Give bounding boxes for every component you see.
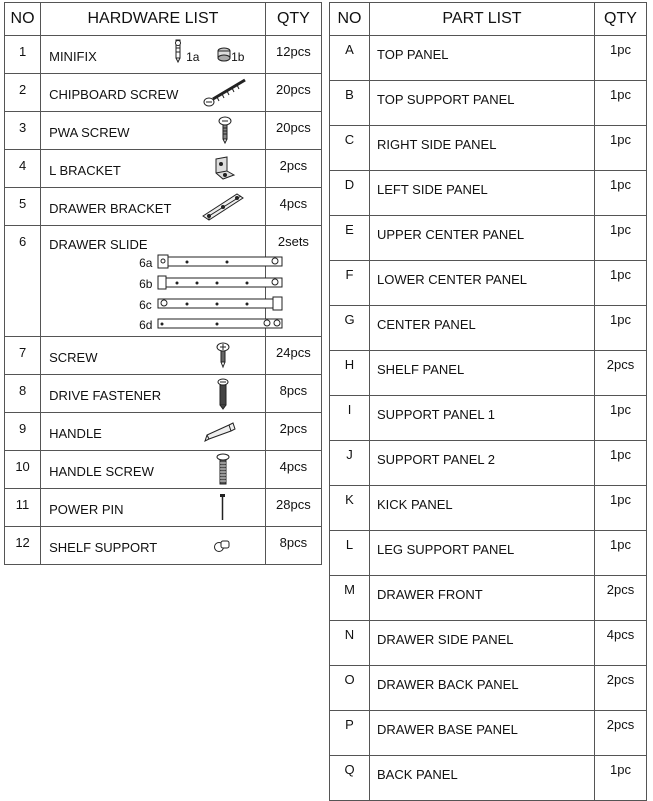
hardware-qty: 20pcs — [265, 112, 321, 150]
drawer-slide-6d-icon — [157, 316, 285, 332]
handle-screw-icon — [216, 453, 230, 487]
hardware-name: PWA SCREW — [49, 125, 130, 140]
drawer-slide-6b-icon — [157, 275, 285, 291]
part-name: DRAWER BASE PANEL — [370, 711, 595, 756]
part-qty: 1pc — [595, 396, 647, 441]
hardware-row — [5, 527, 322, 565]
hardware-name: DRAWER SLIDE — [49, 237, 148, 252]
slide-6c-label: 6c — [139, 298, 152, 312]
hardware-name: POWER PIN — [49, 502, 124, 517]
pwa-screw-icon — [217, 116, 233, 144]
part-name: DRAWER FRONT — [370, 576, 595, 621]
part-name: RIGHT SIDE PANEL — [370, 126, 595, 171]
part-qty-header: QTY — [595, 3, 647, 36]
part-no: H — [330, 351, 370, 396]
part-name-header: PART LIST — [370, 3, 595, 36]
l-bracket-icon — [213, 155, 237, 181]
part-no: C — [330, 126, 370, 171]
part-row — [330, 306, 647, 351]
hardware-no: 1 — [5, 36, 41, 74]
hardware-header-row — [5, 3, 322, 36]
part-no: Q — [330, 756, 370, 801]
part-qty: 1pc — [595, 126, 647, 171]
part-no: F — [330, 261, 370, 306]
part-no: J — [330, 441, 370, 486]
minifix-bolt-icon — [173, 40, 183, 64]
hardware-name: HANDLE — [49, 426, 102, 441]
hardware-no: 3 — [5, 112, 41, 150]
part-row — [330, 81, 647, 126]
hardware-row — [5, 188, 322, 226]
part-no: E — [330, 216, 370, 261]
minifix-cam-icon — [217, 46, 231, 62]
part-qty: 1pc — [595, 171, 647, 216]
part-header-row — [330, 3, 647, 36]
part-no-header: NO — [330, 3, 370, 36]
hardware-no: 2 — [5, 74, 41, 112]
part-name: LOWER CENTER PANEL — [370, 261, 595, 306]
hardware-name: MINIFIX — [49, 49, 97, 64]
part-row — [330, 261, 647, 306]
drawer-slide-6c-icon — [157, 296, 285, 312]
hardware-row — [5, 451, 322, 489]
part-row — [330, 396, 647, 441]
part-name: LEFT SIDE PANEL — [370, 171, 595, 216]
part-name: UPPER CENTER PANEL — [370, 216, 595, 261]
part-qty: 1pc — [595, 216, 647, 261]
hardware-no: 10 — [5, 451, 41, 489]
hardware-qty: 8pcs — [265, 375, 321, 413]
hardware-qty: 2pcs — [265, 150, 321, 188]
part-row — [330, 351, 647, 396]
part-row — [330, 486, 647, 531]
drive-fastener-icon — [216, 378, 230, 410]
part-qty: 1pc — [595, 756, 647, 801]
part-row — [330, 621, 647, 666]
slide-6b-label: 6b — [139, 277, 153, 291]
hardware-qty: 20pcs — [265, 74, 321, 112]
hardware-qty: 28pcs — [265, 489, 321, 527]
hardware-no-header: NO — [5, 3, 41, 36]
chipboard-screw-icon — [203, 76, 249, 108]
hardware-list-table — [4, 2, 322, 565]
part-row — [330, 36, 647, 81]
hardware-name: SCREW — [49, 350, 98, 365]
drawer-slide-6a-icon — [157, 254, 285, 270]
part-qty: 2pcs — [595, 711, 647, 756]
part-row — [330, 441, 647, 486]
part-qty: 1pc — [595, 441, 647, 486]
hardware-name-header: HARDWARE LIST — [41, 3, 266, 36]
part-qty: 1pc — [595, 261, 647, 306]
part-no: G — [330, 306, 370, 351]
hardware-name: SHELF SUPPORT — [49, 540, 158, 555]
hardware-qty: 2pcs — [265, 413, 321, 451]
hardware-row — [5, 489, 322, 527]
part-name: DRAWER BACK PANEL — [370, 666, 595, 711]
hardware-name: DRIVE FASTENER — [49, 388, 162, 403]
hardware-name: DRAWER BRACKET — [49, 201, 172, 216]
hardware-row — [5, 413, 322, 451]
hardware-qty: 2sets — [265, 226, 321, 337]
hardware-qty: 4pcs — [265, 451, 321, 489]
part-no: L — [330, 531, 370, 576]
part-qty: 2pcs — [595, 576, 647, 621]
part-no: O — [330, 666, 370, 711]
part-name: LEG SUPPORT PANEL — [370, 531, 595, 576]
hardware-row — [5, 375, 322, 413]
shelf-support-icon — [213, 539, 231, 553]
part-row — [330, 576, 647, 621]
part-qty: 1pc — [595, 36, 647, 81]
hardware-name: HANDLE SCREW — [49, 464, 154, 479]
power-pin-icon — [219, 494, 227, 522]
hardware-no: 7 — [5, 337, 41, 375]
hardware-row — [5, 112, 322, 150]
part-qty: 2pcs — [595, 666, 647, 711]
part-row — [330, 756, 647, 801]
part-no: N — [330, 621, 370, 666]
hardware-no: 4 — [5, 150, 41, 188]
hardware-row — [5, 337, 322, 375]
part-row — [330, 531, 647, 576]
part-qty: 4pcs — [595, 621, 647, 666]
part-no: M — [330, 576, 370, 621]
hardware-no: 9 — [5, 413, 41, 451]
part-no: K — [330, 486, 370, 531]
hardware-qty-header: QTY — [265, 3, 321, 36]
part-row — [330, 171, 647, 216]
hardware-row — [5, 150, 322, 188]
slide-6a-label: 6a — [139, 256, 153, 270]
part-row — [330, 126, 647, 171]
part-qty: 1pc — [595, 81, 647, 126]
part-name: TOP SUPPORT PANEL — [370, 81, 595, 126]
hardware-row — [5, 36, 322, 74]
handle-icon — [203, 421, 239, 443]
slide-6d-label: 6d — [139, 318, 153, 332]
hardware-no: 6 — [5, 226, 41, 337]
minifix-1a-label: 1a — [186, 50, 200, 64]
part-no: B — [330, 81, 370, 126]
part-no: I — [330, 396, 370, 441]
part-row — [330, 711, 647, 756]
part-qty: 2pcs — [595, 351, 647, 396]
part-name: SUPPORT PANEL 2 — [370, 441, 595, 486]
part-no: P — [330, 711, 370, 756]
hardware-no: 11 — [5, 489, 41, 527]
part-name: BACK PANEL — [370, 756, 595, 801]
part-no: D — [330, 171, 370, 216]
minifix-1b-label: 1b — [231, 50, 245, 64]
hardware-row — [5, 226, 322, 337]
drawer-bracket-icon — [201, 190, 245, 222]
hardware-row — [5, 74, 322, 112]
hardware-no: 8 — [5, 375, 41, 413]
part-qty: 1pc — [595, 531, 647, 576]
part-list-table — [329, 2, 647, 801]
part-name: DRAWER SIDE PANEL — [370, 621, 595, 666]
part-row — [330, 216, 647, 261]
part-row — [330, 666, 647, 711]
part-name: KICK PANEL — [370, 486, 595, 531]
part-no: A — [330, 36, 370, 81]
part-qty: 1pc — [595, 486, 647, 531]
hardware-name: CHIPBOARD SCREW — [49, 87, 179, 102]
part-name: CENTER PANEL — [370, 306, 595, 351]
hardware-name: L BRACKET — [49, 163, 121, 178]
part-name: SUPPORT PANEL 1 — [370, 396, 595, 441]
hardware-no: 12 — [5, 527, 41, 565]
hardware-qty: 24pcs — [265, 337, 321, 375]
hardware-qty: 4pcs — [265, 188, 321, 226]
hardware-qty: 8pcs — [265, 527, 321, 565]
part-name: SHELF PANEL — [370, 351, 595, 396]
part-name: TOP PANEL — [370, 36, 595, 81]
hardware-no: 5 — [5, 188, 41, 226]
part-qty: 1pc — [595, 306, 647, 351]
screw-icon — [216, 342, 230, 368]
hardware-qty: 12pcs — [265, 36, 321, 74]
